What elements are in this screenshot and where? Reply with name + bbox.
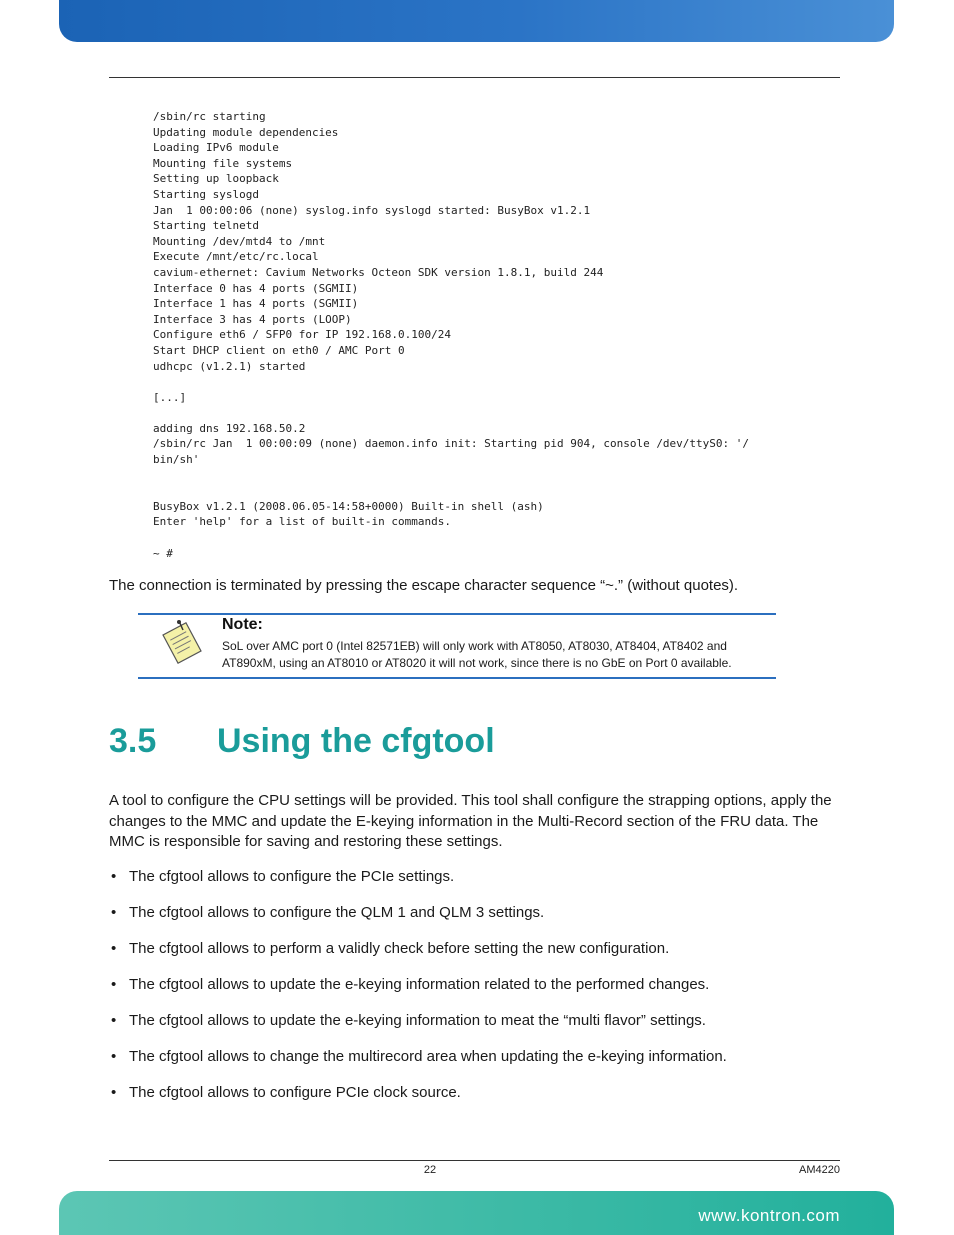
list-item — [109, 975, 849, 1011]
footer-banner — [59, 1191, 894, 1235]
list-item — [109, 1011, 849, 1047]
section-heading — [109, 722, 495, 761]
intro-paragraph: A tool to configure the CPU settings will be provided. This tool shall configure the strapping options, apply the changes to the MMC and update the E-keying information in the Multi-Record section of the FRU data. The MMC is responsible for saving and restoring these settings. — [109, 792, 832, 850]
note-title: Note: — [222, 616, 263, 633]
document-id: AM4220 — [799, 1164, 840, 1176]
bullet-glyph: • — [111, 1012, 117, 1029]
list-item-text: The cfgtool allows to update the e-keying information related to the performed changes. — [129, 976, 710, 993]
list-item-text: The cfgtool allows to perform a validly check before setting the new configuration. — [129, 940, 670, 957]
bullet-glyph: • — [111, 868, 117, 885]
section-number: 3.5 — [109, 722, 157, 760]
console-output: /sbin/rc starting Updating module dependencies Loading IPv6 module Mounting file systems Setting up loopback Starting syslogd Jan 1 00:00:06 (none) syslog.info syslogd started: BusyBox v1.2.1 Starting telnetd Mounting /dev/mtd4 to /mnt Execute /mnt/etc/rc.local cavium-ethernet: Cavium Networks Octeon SDK version 1.8.1, build 244 Interface 0 has 4 ports (SGMII) Interface 1 has 4 ports (SGMII) Interface 3 has 4 ports (LOOP) Configure eth6 / SFP0 for IP 192.168.0.100/24 Start DHCP client on eth0 / AMC Port 0 udhcpc (v1.2.1) started [...] adding dns 192.168.50.2 /sbin/rc Jan 1 00:00:09 (none) daemon.info init: Starting pid 904, console /dev/ttyS0: '/ bin/sh' BusyBox v1.2.1 (2008.06.05-14:58+0000) Built-in shell (ash) Enter 'help' for a list of built-in commands. ~ # — [153, 110, 750, 560]
section-title: Using the cfgtool — [217, 722, 495, 760]
bullet-glyph: • — [111, 904, 117, 921]
list-item — [109, 867, 849, 903]
list-item — [109, 1083, 849, 1119]
list-item — [109, 1047, 849, 1083]
list-item — [109, 903, 849, 939]
bullet-glyph: • — [111, 1048, 117, 1065]
list-item-text: The cfgtool allows to configure the PCIe settings. — [129, 868, 455, 885]
escape-sequence-paragraph: The connection is terminated by pressing the escape character sequence “~.” (without quotes). — [109, 577, 739, 594]
note-paper-icon — [160, 619, 204, 665]
feature-list — [109, 867, 849, 1119]
page-number: 22 — [423, 1164, 437, 1176]
bullet-glyph: • — [111, 940, 117, 957]
list-item-text: The cfgtool allows to change the multirecord area when updating the e-keying information. — [129, 1048, 727, 1065]
bullet-glyph: • — [111, 976, 117, 993]
footer-divider — [109, 1160, 840, 1161]
website-link[interactable]: www.kontron.com — [698, 1206, 840, 1225]
note-box — [138, 613, 776, 679]
list-item-text: The cfgtool allows to configure the QLM 1 and QLM 3 settings. — [129, 904, 545, 921]
bullet-glyph: • — [111, 1084, 117, 1101]
list-item — [109, 939, 849, 975]
note-text: SoL over AMC port 0 (Intel 82571EB) will only work with AT8050, AT8030, AT8404, AT8402 and AT890xM, using an AT8010 or AT8020 it will not work, since there is no GbE on Port 0 available. — [222, 639, 732, 670]
list-item-text: The cfgtool allows to configure PCIe clock source. — [129, 1084, 461, 1101]
header-banner — [59, 0, 894, 42]
list-item-text: The cfgtool allows to update the e-keying information to meat the “multi flavor” settings. — [129, 1012, 706, 1029]
header-divider — [109, 77, 840, 78]
